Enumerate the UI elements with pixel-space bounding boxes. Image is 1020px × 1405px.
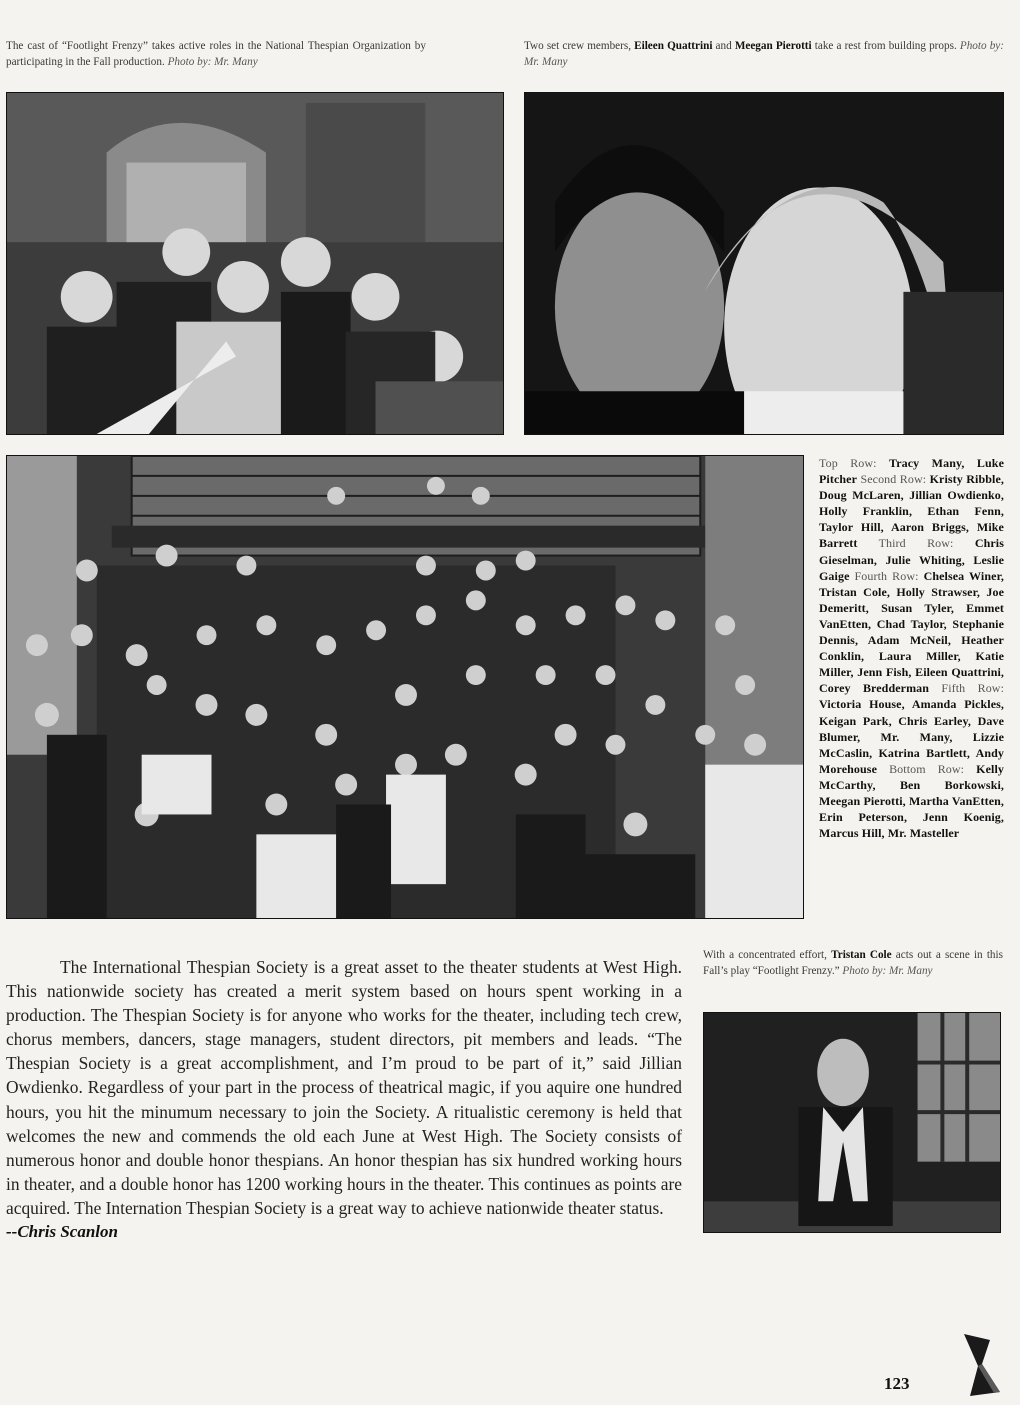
top-row-label: Top Row: (819, 456, 877, 470)
tristan-caption-name: Tristan Cole (831, 949, 892, 961)
hourglass-icon (960, 1330, 1010, 1400)
page-number: 123 (884, 1374, 910, 1393)
second-row-label: Second Row: (860, 472, 927, 487)
third-row-names: Chris Gieselman, Julie Whiting, Leslie Gaige (819, 536, 1005, 583)
crew-caption-post: take a rest from building props. (811, 40, 957, 52)
fourth-row-label: Fourth Row: (854, 568, 919, 583)
article-body (6, 955, 682, 1244)
third-row-label: Third Row: (878, 536, 954, 551)
crew-caption-name2: Meegan Pierotti (734, 40, 812, 52)
fifth-row-label: Fifth Row: (941, 681, 1005, 696)
top-row-names: Tracy Many, Luke Pitcher (819, 456, 1004, 487)
cast-caption-text: The cast of “Footlight Frenzy” takes active roles in the National Thespian Organization by participating in the Fall production. (6, 40, 426, 68)
tristan-caption-pre: With a concentrated effort, (703, 949, 832, 961)
crew-photo (524, 92, 1004, 435)
group-names-list (819, 455, 1004, 841)
fifth-row-names: Victoria House, Amanda Pickles, Keigan Park, Chris Earley, Dave Blumer, Mr. Many, Lizzie McCaslin, Katrina Bartlett, Andy Morehouse (819, 697, 1004, 776)
crew-caption-credit: Photo by: Mr. Many (524, 40, 1004, 68)
crew-caption-name1: Eileen Quattrini (634, 40, 713, 52)
tristan-photo-caption (703, 947, 1003, 979)
second-row-names: Kristy Ribble, Doug McLaren, Jillian Owdienko, Holly Franklin, Ethan Fenn, Taylor Hill, Aaron Briggs, Mike Barrett (819, 472, 1004, 551)
article-paragraph: The International Thespian Society is a great asset to the theater students at West High. This nationwide society has created a merit system based on hours spent working in a production. The Thespian Society is for anyone who works for the theater, including tech crew, chorus members, dancers, stage managers, student directors, pit members and leads. “The Thespian Society is a great accomplishment, and I’m proud to be part of it,” said Jillian Owdienko. Regardless of your part in the process of theatrical magic, if you aquire one hundred hours, you hit the minumum necessary to join the Society. A ritualistic ceremony is held that welcomes the new and commends the old each June at West High. The Society consists of numerous honor and double honor thespians. An honor thespian has six hundred working hours in theater, and a double honor has 1200 working hours in the theater. This continues as points are acquired. The Internation Thespian Society is a great way to achieve nationwide theater status. (6, 957, 682, 1218)
cast-caption-credit: Photo by: Mr. Many (167, 56, 258, 68)
fourth-row-names: Chelsea Winer, Tristan Cole, Holly Strawser, Joe Demeritt, Susan Tyler, Emmet VanEtten, Chad Taylor, Stephanie Dennis, Adam McNeil, Heather Conklin, Laura Miller, Katie Miller, Jenn Fish, Eileen Quattrini, Corey Bredderman (819, 568, 1004, 696)
article-byline: --Chris Scanlon (6, 1222, 118, 1242)
crew-photo-caption (524, 38, 1004, 70)
tristan-caption-post: acts out a scene in this Fall’s play “Footlight Frenzy.” (703, 949, 1003, 977)
group-photo (6, 455, 804, 919)
tristan-photo (703, 1012, 1001, 1233)
crew-caption-pre: Two set crew members, (524, 40, 635, 52)
cast-photo (6, 92, 504, 435)
bottom-row-names: Kelly McCarthy, Ben Borkowski, Meegan Pierotti, Martha VanEtten, Erin Peterson, Jenn Koenig, Marcus Hill, Mr. Masteller (819, 761, 1004, 841)
crew-caption-mid: and (712, 40, 735, 52)
tristan-caption-credit: Photo by: Mr. Many (842, 965, 933, 977)
bottom-row-label: Bottom Row: (889, 761, 965, 776)
cast-photo-caption (6, 38, 426, 70)
